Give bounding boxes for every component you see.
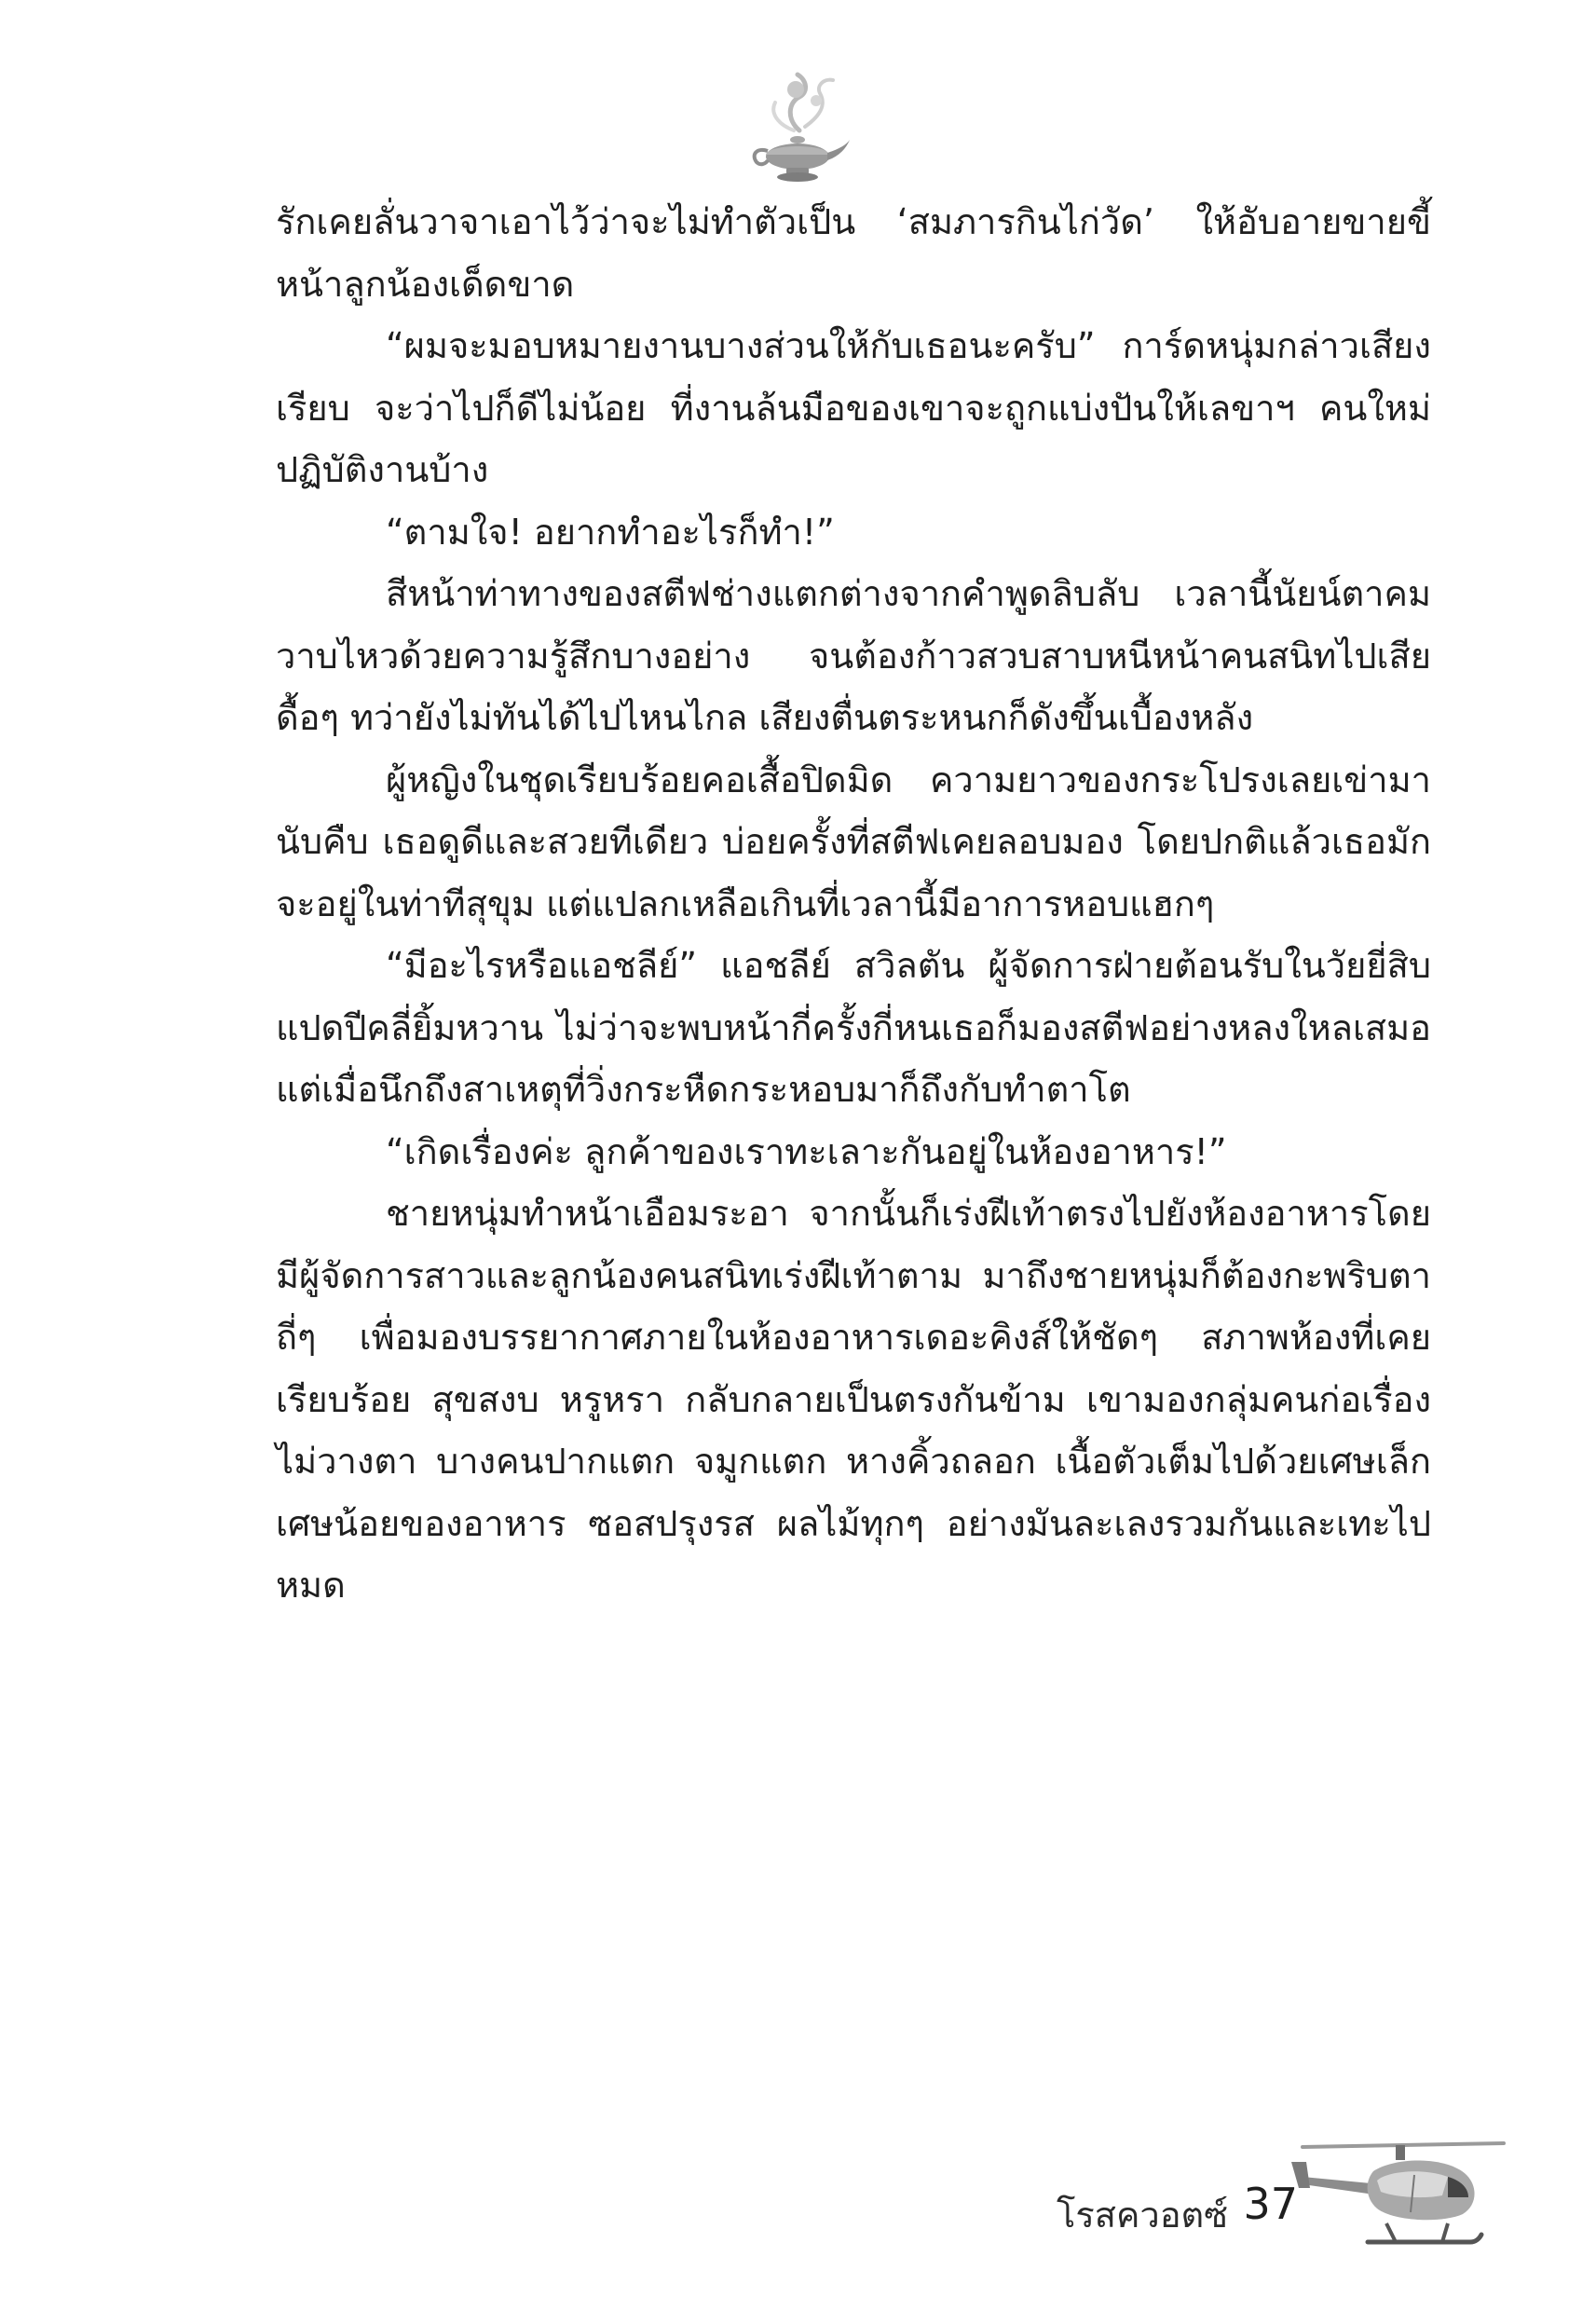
page-footer bbox=[948, 2134, 1507, 2264]
book-title: โรสควอตซ์ bbox=[1056, 2195, 1228, 2236]
paragraph: “เกิดเรื่องค่ะ ลูกค้าของเราทะเลาะกันอยู่ในห้องอาหาร!” bbox=[386, 1130, 1227, 1172]
page-body bbox=[276, 191, 1431, 1617]
paragraph: สีหน้าท่าทางของสตีฟช่างแตกต่างจากคำพูดลิบลับ เวลานี้นัยน์ตาคมวาบไหวด้วยความรู้สึกบางอย่าง จนต้องก้าวสวบสาบหนีหน้าคนสนิทไปเสียดื้อๆ ทว่ายังไม่ทันได้ไปไหนไกล เสียงตื่นตระหนกก็ดังขึ้นเบื้องหลัง bbox=[276, 573, 1431, 738]
paragraph: ชายหนุ่มทำหน้าเอือมระอา จากนั้นก็เร่งฝีเท้าตรงไปยังห้องอาหารโดยมีผู้จัดการสาวและลูกน้องคนสนิทเร่งฝีเท้าตาม มาถึงชายหนุ่มก็ต้องกะพริบตาถี่ๆ เพื่อมองบรรยากาศภายในห้องอาหารเดอะคิงส์ให้ชัดๆ สภาพห้องที่เคยเรียบร้อย สุขสงบ หรูหรา กลับกลายเป็นตรงกันข้าม เขามองกลุ่มคนก่อเรื่องไม่วางตา บางคนปากแตก จมูกแตก หางคิ้วถลอก เนื้อตัวเต็มไปด้วยเศษเล็กเศษน้อยของอาหาร ซอสปรุงรส ผลไม้ทุกๆ อย่างมันละเลงรวมกันและเทะไปหมด bbox=[276, 1193, 1431, 1606]
genie-lamp-icon bbox=[742, 65, 853, 186]
paragraph: “ตามใจ! อยากทำอะไรก็ทำ!” bbox=[386, 511, 835, 553]
helicopter-icon bbox=[1284, 2134, 1507, 2264]
paragraph: “ผมจะมอบหมายงานบางส่วนให้กับเธอนะครับ” การ์ดหนุ่มกล่าวเสียงเรียบ จะว่าไปก็ดีไม่น้อย ที่งานล้นมือของเขาจะถูกแบ่งปันให้เลขาฯ คนใหม่ปฏิบัติงานบ้าง bbox=[276, 325, 1431, 490]
page-number: 37 bbox=[1243, 2179, 1298, 2229]
paragraph: “มีอะไรหรือแอชลีย์” แอชลีย์ สวิลตัน ผู้จัดการฝ่ายต้อนรับในวัยยี่สิบแปดปีคลี่ยิ้มหวาน ไม่ว่าจะพบหน้ากี่ครั้งกี่หนเธอก็มองสตีฟอย่างหลงใหลเสมอ แต่เมื่อนึกถึงสาเหตุที่วิ่งกระหืดกระหอบมาก็ถึงกับทำตาโต bbox=[276, 945, 1431, 1110]
paragraph: รักเคยลั่นวาจาเอาไว้ว่าจะไม่ทำตัวเป็น ‘สมภารกินไก่วัด’ ให้อับอายขายขี้หน้าลูกน้องเด็ดขาด bbox=[276, 201, 1431, 305]
paragraph: ผู้หญิงในชุดเรียบร้อยคอเสื้อปิดมิด ความยาวของกระโปรงเลยเข่ามานับคืบ เธอดูดีและสวยทีเดียว บ่อยครั้งที่สตีฟเคยลอบมอง โดยปกติแล้วเธอมักจะอยู่ในท่าทีสุขุม แต่แปลกเหลือเกินที่เวลานี้มีอาการหอบแฮกๆ bbox=[276, 759, 1431, 924]
